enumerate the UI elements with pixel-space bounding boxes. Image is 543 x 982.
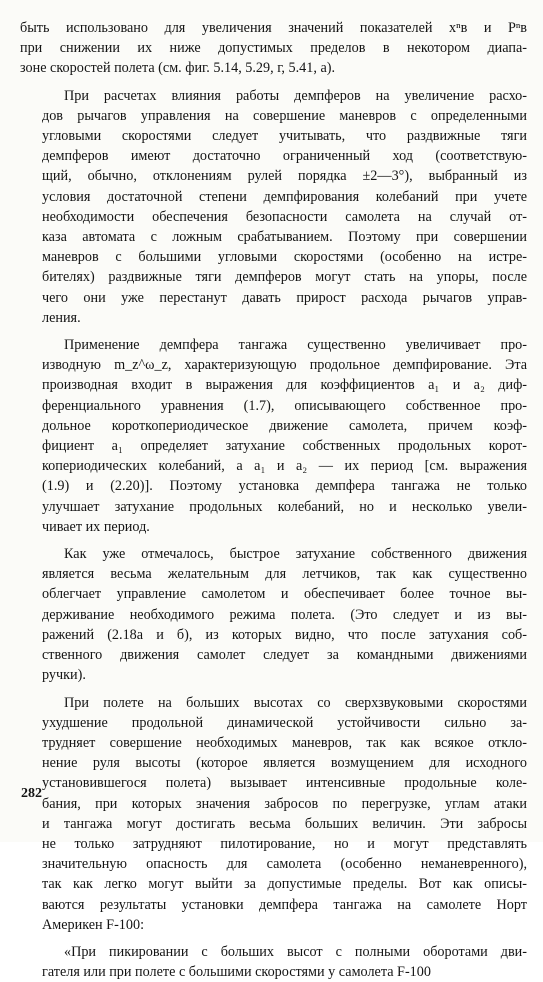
text-line: необходимости обеспечения безопасности самолета на случай от- bbox=[42, 208, 527, 225]
paragraph bbox=[20, 18, 527, 79]
body-text bbox=[20, 18, 527, 982]
text-line: фициент a₁ определяет затухание собственных продольных корот- bbox=[42, 438, 527, 455]
text-line: Применение демпфера тангажа существенно увеличивает про- bbox=[64, 337, 527, 354]
text-line: Америкен F-100: bbox=[42, 916, 145, 933]
text-line: При расчетах влияния работы демпферов на увеличение расхо- bbox=[64, 87, 527, 104]
text-line: маневров с большими угловыми скоростями (особенно на истре- bbox=[42, 249, 527, 266]
text-line: (1.9) и (2.20)]. Поэтому установка демпфера тангажа не только bbox=[42, 478, 527, 495]
text-line: так как легко могут выйти за допустимые пределы. Вот как описы- bbox=[42, 876, 527, 893]
paragraph bbox=[20, 693, 527, 935]
paragraph bbox=[20, 544, 527, 685]
text-line: щий, обычно, отклонениям рулей порядка ±2—3°), выбранный из bbox=[42, 168, 527, 185]
text-line: и тангажа могут достигать весьма больших величин. Эти забросы bbox=[42, 815, 527, 832]
text-line: ухудшение продольной динамической устойчивости сильно за- bbox=[42, 714, 527, 731]
text-line: зоне скоростей полета (см. фиг. 5.14, 5.29, г, 5.41, а). bbox=[20, 60, 336, 77]
text-line: При полете на больших высотах со сверхзвуковыми скоростями bbox=[64, 694, 527, 711]
paragraph bbox=[20, 942, 527, 982]
text-line: ражений (2.18а и б), из которых видно, что после затухания соб- bbox=[42, 626, 527, 643]
text-line: установившегося полета) вызывает интенсивные продольные коле- bbox=[42, 775, 527, 792]
text-line: демпферов имеют достаточно ограниченный ход (соответствую- bbox=[42, 148, 527, 165]
text-line: при снижении их ниже допустимых пределов в некотором диапа- bbox=[20, 40, 527, 57]
text-line: бания, при которых значения забросов по перегрузке, углам атаки bbox=[42, 795, 527, 812]
text-line: нение руля высоты (которое является возмущением для исходного bbox=[42, 755, 527, 772]
text-line: ственного движения самолет следует за командными движениями bbox=[42, 647, 527, 664]
text-line: трудняет совершение необходимых маневров, так как всякое откло- bbox=[42, 734, 527, 751]
text-line: улучшает затухание продольных колебаний, но и несколько увели- bbox=[42, 498, 527, 515]
text-line: держивание необходимого режима полета. (Это следует и из вы- bbox=[42, 606, 527, 623]
text-line: каза автомата с ложным срабатыванием. Поэтому при совершении bbox=[42, 229, 527, 246]
text-line: гателя или при полете с большими скоростями у самолета F-100 bbox=[42, 964, 431, 981]
text-line: копериодических колебаний, а a₁ и a₂ — их период [см. выражения bbox=[42, 458, 527, 475]
page-number: 282 bbox=[21, 786, 42, 801]
text-line: чивает их период. bbox=[42, 518, 150, 535]
text-line: ления. bbox=[42, 309, 81, 326]
text-line: является весьма желательным для летчиков, так как существенно bbox=[42, 566, 527, 583]
text-line: ференциального уравнения (1.7), описывающего собственное про- bbox=[42, 397, 527, 414]
text-line: чего они уже перестанут давать прирост расхода рычагов управ- bbox=[42, 289, 527, 306]
paragraph bbox=[20, 335, 527, 537]
text-line: «При пикировании с больших высот с полными оборотами дви- bbox=[64, 943, 527, 960]
text-line: дольное короткопериодическое движение самолета, причем коэф- bbox=[42, 417, 527, 434]
text-line: дов рычагов управления на совершение маневров с определенными bbox=[42, 107, 527, 124]
text-line: не только затрудняют пилотирование, но и могут представлять bbox=[42, 835, 527, 852]
text-line: бителях) раздвижные тяги демпферов могут стать на упоры, после bbox=[42, 269, 527, 286]
text-line: условия достаточной степени демпфирования колебаний при учете bbox=[42, 188, 527, 205]
text-line: облегчает управление самолетом и обеспечивает более точное вы- bbox=[42, 586, 527, 603]
text-line: ваются результаты установки демпфера тангажа на самолете Норт bbox=[42, 896, 527, 913]
paragraph bbox=[20, 86, 527, 328]
text-line: угловыми скоростями следует учитывать, что раздвижные тяги bbox=[42, 128, 527, 145]
text-line: ручки). bbox=[42, 667, 86, 684]
text-line: производная входит в выражения для коэффициентов a₁ и a₂ диф- bbox=[42, 377, 527, 394]
text-line: быть использовано для увеличения значений показателей xⁿв и Pⁿв bbox=[20, 20, 527, 36]
text-line: изводную m_z^ω_z, характеризующую продольное демпфирование. Эта bbox=[42, 357, 527, 374]
text-line: Как уже отмечалось, быстрое затухание собственного движения bbox=[64, 546, 527, 563]
text-line: значительную опасность для самолета (особенно неманевренного), bbox=[42, 856, 527, 873]
